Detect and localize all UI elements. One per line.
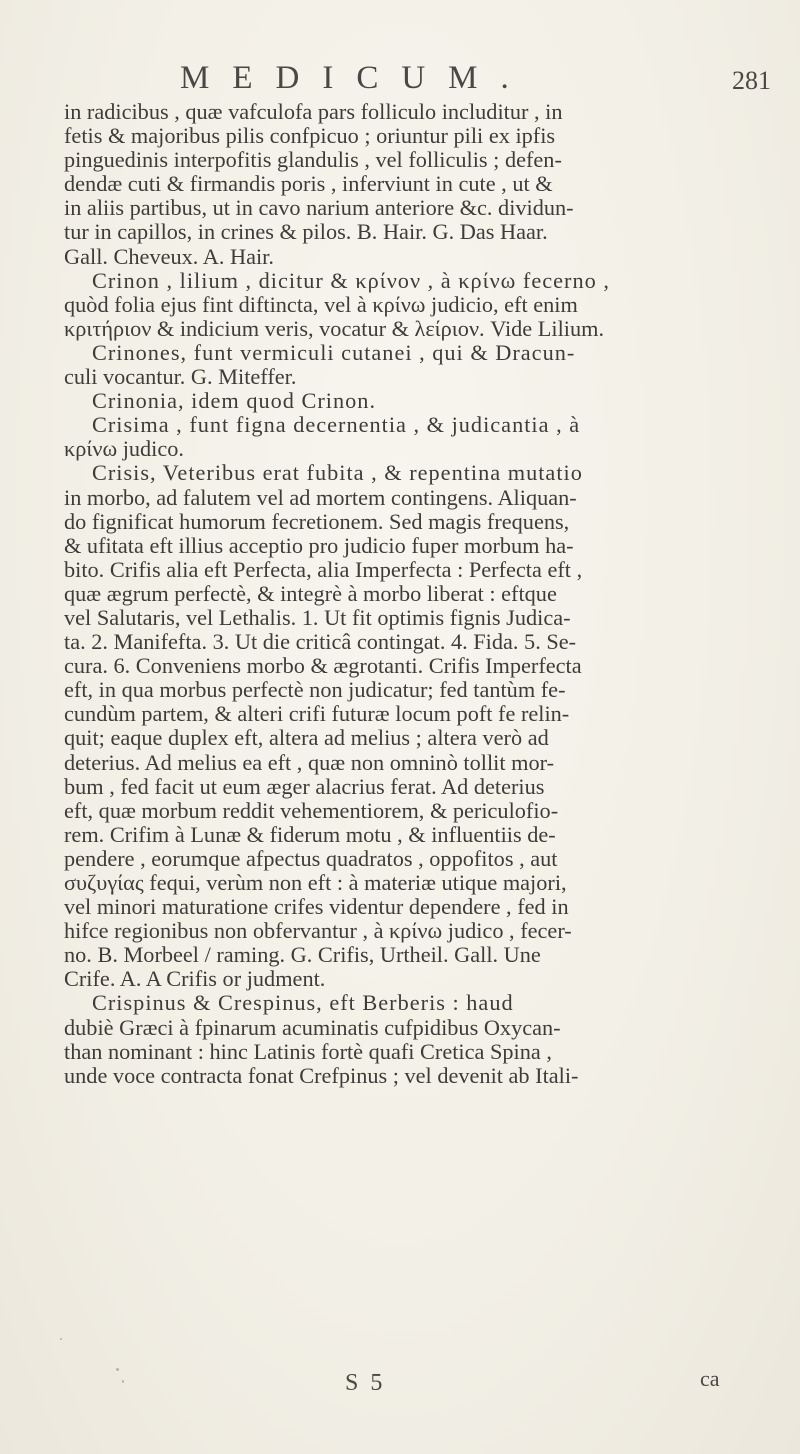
- text-line: Crife. A. A Crifis or judment.: [64, 966, 326, 992]
- text-line: do fignificat humorum fecretionem. Sed magis frequens,: [64, 508, 570, 534]
- text-line: no. B. Morbeel / raming. G. Crifis, Urtheil. Gall. Une: [64, 942, 541, 968]
- page-title: MEDICUM.: [180, 60, 532, 96]
- text-line: κριτήριον & indicium veris, vocatur & λείριον. Vide Lilium.: [64, 315, 605, 341]
- text-line: dubiè Græci à fpinarum acuminatis cufpidibus Oxycan-: [64, 1014, 561, 1040]
- text-line: than nominant : hinc Latinis fortè quafi Cretica Spina ,: [64, 1038, 552, 1064]
- text-line: eft, in qua morbus perfectè non judicatur; fed tantùm fe-: [64, 677, 566, 703]
- signature-mark: S 5: [345, 1370, 386, 1396]
- entry-heading-line: Crispinus & Crespinus, eft Berberis : haud: [92, 990, 514, 1016]
- entry-heading-line: Crinones, funt vermiculi cutanei , qui & Dracun-: [92, 339, 576, 365]
- text-line: Gall. Cheveux. A. Hair.: [64, 243, 274, 269]
- body-text: [64, 100, 744, 1088]
- text-line: dendæ cuti & firmandis poris , inferviunt in cute , ut &: [64, 171, 553, 197]
- text-line: deterius. Ad melius ea eft , quæ non omninò tollit mor-: [64, 749, 555, 775]
- text-line: hifce regionibus non obfervantur , à κρίνω judico , fecer-: [64, 918, 572, 944]
- text-line: cundùm partem, & alteri crifi futuræ locum poft fe relin-: [64, 701, 570, 727]
- text-line: in radicibus , quæ vafculofa pars folliculo includitur , in: [64, 99, 563, 124]
- text-line: bito. Crifis alia eft Perfecta, alia Imperfecta : Perfecta eft ,: [64, 556, 583, 582]
- text-line: in morbo, ad falutem vel ad mortem contingens. Aliquan-: [64, 484, 577, 510]
- text-line: rem. Crifim à Lunæ & fiderum motu , & influentiis de-: [64, 821, 556, 847]
- entry-heading-line: Crinonia, idem quod Crinon.: [92, 388, 377, 414]
- text-line: ta. 2. Manifefta. 3. Ut die criticâ contingat. 4. Fida. 5. Se-: [64, 629, 577, 655]
- text-line: tur in capillos, in crines & pilos. B. Hair. G. Das Haar.: [64, 219, 548, 245]
- text-line: συζυγίας fequi, verùm non eft : à materiæ utique majori,: [64, 870, 567, 895]
- entry-heading-line: Crisima , funt figna decernentia , & judicantia , à: [92, 412, 581, 438]
- text-line: quæ ægrum perfectè, & integrè à morbo liberat : eftque: [64, 580, 557, 606]
- page-number: 281: [732, 66, 771, 95]
- text-line: & ufitata eft illius acceptio pro judicio fuper morbum ha-: [64, 532, 574, 558]
- text-line: pendere , eorumque afpectus quadratos , oppofitos , aut: [64, 845, 558, 871]
- text-line: vel minori maturatione crifes videntur dependere , fed in: [64, 894, 569, 920]
- paper-speck: [60, 1338, 62, 1340]
- catchword: ca: [700, 1366, 720, 1391]
- text-line: eft, quæ morbum reddit vehementiorem, & periculofio-: [64, 797, 559, 823]
- text-line: unde voce contracta fonat Crefpinus ; vel devenit ab Itali-: [64, 1062, 579, 1088]
- running-head: [0, 60, 800, 100]
- text-line: culi vocantur. G. Miteffer.: [64, 364, 297, 390]
- text-line: quit; eaque duplex eft, altera ad melius ; altera verò ad: [64, 725, 549, 751]
- text-line: κρίνω judico.: [64, 436, 184, 462]
- paper-speck: [116, 1368, 119, 1371]
- entry-heading-line: Crisis, Veteribus erat fubita , & repentina mutatio: [92, 460, 583, 486]
- paper-speck: [122, 1380, 124, 1383]
- entry-heading-line: Crinon , lilium , dicitur & κρίνον , à κρίνω fecerno ,: [92, 267, 610, 293]
- text-line: quòd folia ejus fint diftincta, vel à κρίνω judicio, eft enim: [64, 291, 578, 317]
- text-line: bum , fed facit ut eum æger alacrius ferat. Ad deterius: [64, 773, 545, 799]
- text-line: vel Salutaris, vel Lethalis. 1. Ut fit optimis fignis Judica-: [64, 604, 571, 630]
- text-line: pinguedinis interpofitis glandulis , vel folliculis ; defen-: [64, 147, 562, 173]
- text-line: cura. 6. Conveniens morbo & ægrotanti. Crifis Imperfecta: [64, 653, 582, 679]
- text-line: fetis & majoribus pilis confpicuo ; oriuntur pili ex ipfis: [64, 123, 556, 149]
- text-line: in aliis partibus, ut in cavo narium anteriore &c. dividun-: [64, 195, 574, 221]
